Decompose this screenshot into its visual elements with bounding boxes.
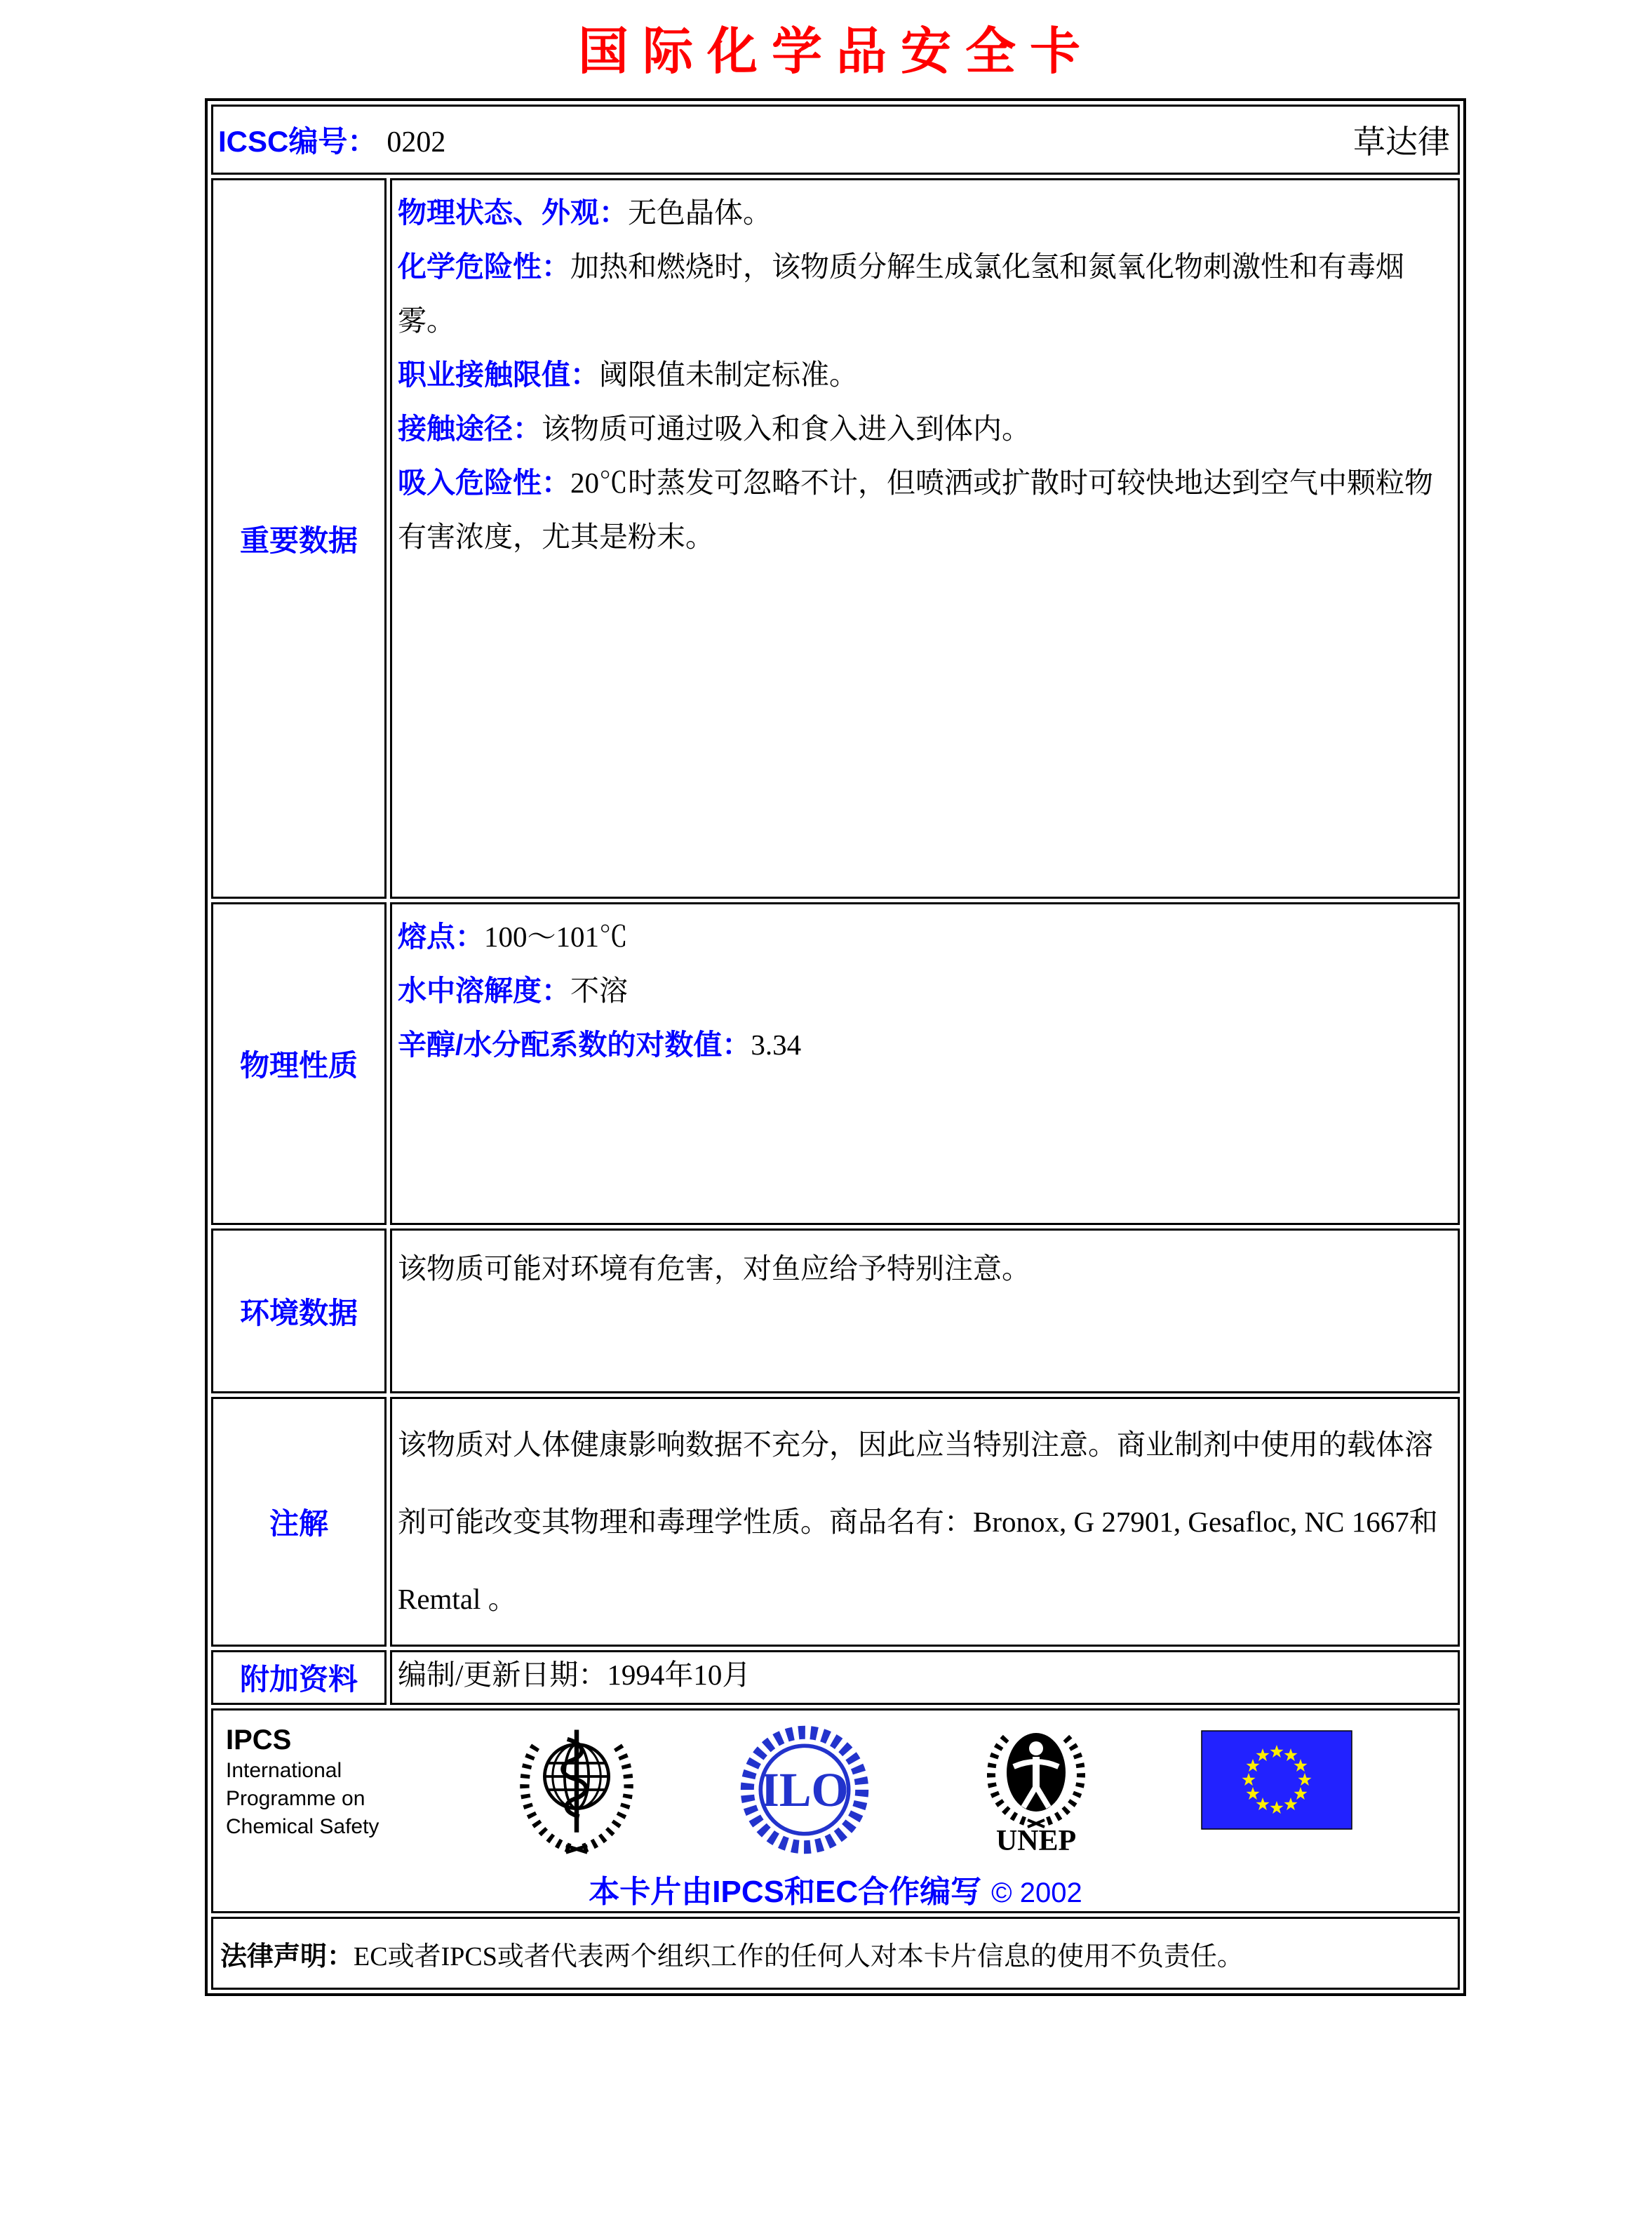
kv-value: 无色晶体。 bbox=[628, 196, 772, 229]
section-label-notes: 注解 bbox=[211, 1397, 387, 1647]
physical-properties-content bbox=[390, 902, 1460, 1225]
additional-info-row bbox=[211, 1650, 1460, 1705]
notes-content bbox=[390, 1397, 1460, 1647]
kv-key: 熔点： bbox=[398, 920, 484, 953]
additional-info-text: 编制/更新日期：1994年10月 bbox=[398, 1659, 751, 1691]
icsc-number-value: 0202 bbox=[387, 126, 446, 159]
ilo-logo-icon bbox=[738, 1723, 871, 1856]
kv-value: 加热和燃烧时，该物质分解生成氯化氢和氮氧化物刺激性和有毒烟雾。 bbox=[398, 250, 1404, 337]
kv-physical-state bbox=[398, 186, 1448, 240]
kv-value: 100～101℃ bbox=[484, 920, 628, 953]
physical-properties-row bbox=[211, 902, 1460, 1225]
section-label-physical-properties: 物理性质 bbox=[211, 902, 387, 1225]
copyright-line bbox=[213, 1866, 1458, 1911]
kv-key: 接触途径： bbox=[398, 413, 542, 445]
kv-value: 该物质可通过吸入和食入进入到体内。 bbox=[542, 413, 1030, 445]
important-data-row bbox=[211, 178, 1460, 899]
page-title: 国际化学品安全卡 bbox=[577, 24, 1094, 80]
kv-key: 物理状态、外观： bbox=[398, 196, 628, 229]
unep-logo-block bbox=[966, 1723, 1106, 1856]
icsc-card-table bbox=[205, 98, 1466, 1996]
ipcs-block bbox=[226, 1723, 415, 1841]
icsc-number-group bbox=[218, 119, 445, 161]
kv-melting-point bbox=[398, 910, 1448, 964]
unep-logo-text: UNEP bbox=[995, 1825, 1077, 1857]
kv-inhalation-risk bbox=[398, 456, 1448, 564]
kv-value: 3.34 bbox=[751, 1029, 802, 1061]
ipcs-abbr: IPCS bbox=[226, 1725, 292, 1755]
kv-key: 辛醇/水分配系数的对数值： bbox=[398, 1029, 751, 1061]
who-logo-icon bbox=[510, 1723, 643, 1856]
kv-key: 职业接触限值： bbox=[398, 359, 599, 391]
legal-row bbox=[211, 1917, 1460, 1990]
kv-key: 化学危险性： bbox=[398, 250, 570, 283]
kv-partition-coefficient bbox=[398, 1018, 1448, 1072]
footer-row bbox=[211, 1708, 1460, 1913]
section-label-additional-info: 附加资料 bbox=[211, 1650, 387, 1705]
ilo-logo-text: ILO bbox=[760, 1762, 849, 1816]
icsc-number-label: ICSC编号： bbox=[218, 125, 377, 158]
legal-cell bbox=[211, 1917, 1460, 1990]
kv-value: 不溶 bbox=[570, 975, 628, 1007]
environmental-data-text: 该物质可能对环境有危害，对鱼应给予特别注意。 bbox=[398, 1252, 1030, 1285]
kv-chemical-danger bbox=[398, 240, 1448, 348]
header-row bbox=[211, 105, 1460, 175]
ipcs-line: International bbox=[226, 1759, 342, 1782]
logo-strip bbox=[213, 1719, 1458, 1856]
copyright-year: © 2002 bbox=[991, 1877, 1082, 1908]
eu-flag-icon bbox=[1201, 1730, 1352, 1830]
kv-value: 阈限值未制定标准。 bbox=[599, 359, 858, 391]
kv-key: 水中溶解度： bbox=[398, 975, 570, 1007]
unep-logo-icon bbox=[966, 1723, 1106, 1828]
copyright-main: 本卡片由IPCS和EC合作编写 bbox=[589, 1875, 982, 1909]
kv-value: 20℃时蒸发可忽略不计，但喷洒或扩散时可较快地达到空气中颗粒物有害浓度，尤其是粉末。 bbox=[398, 467, 1433, 553]
notes-text: 该物质对人体健康影响数据不充分，因此应当特别注意。商业制剂中使用的载体溶剂可能改变其物理和毒理学性质。商品名有：Bronox, G 27901, Gesafloc, NC 1667和Remtal 。 bbox=[398, 1428, 1438, 1615]
ipcs-line: Chemical Safety bbox=[226, 1815, 380, 1838]
additional-info-content bbox=[390, 1650, 1460, 1705]
environmental-data-row bbox=[211, 1229, 1460, 1393]
ipcs-line: Programme on bbox=[226, 1787, 365, 1810]
chemical-name: 草达律 bbox=[1353, 124, 1450, 160]
kv-water-solubility bbox=[398, 964, 1448, 1018]
legal-label: 法律声明： bbox=[220, 1941, 354, 1971]
notes-row bbox=[211, 1397, 1460, 1647]
icsc-sheet bbox=[205, 0, 1468, 1996]
legal-text: EC或者IPCS或者代表两个组织工作的任何人对本卡片信息的使用不负责任。 bbox=[354, 1941, 1244, 1971]
environmental-data-content bbox=[390, 1229, 1460, 1393]
section-label-environmental-data: 环境数据 bbox=[211, 1229, 387, 1393]
kv-key: 吸入危险性： bbox=[398, 467, 570, 499]
important-data-content bbox=[390, 178, 1460, 899]
footer-cell bbox=[211, 1708, 1460, 1913]
eu-flag-wrap bbox=[1201, 1730, 1352, 1830]
section-label-important-data: 重要数据 bbox=[211, 178, 387, 899]
kv-exposure-route bbox=[398, 402, 1448, 456]
kv-occupational-limit bbox=[398, 348, 1448, 402]
